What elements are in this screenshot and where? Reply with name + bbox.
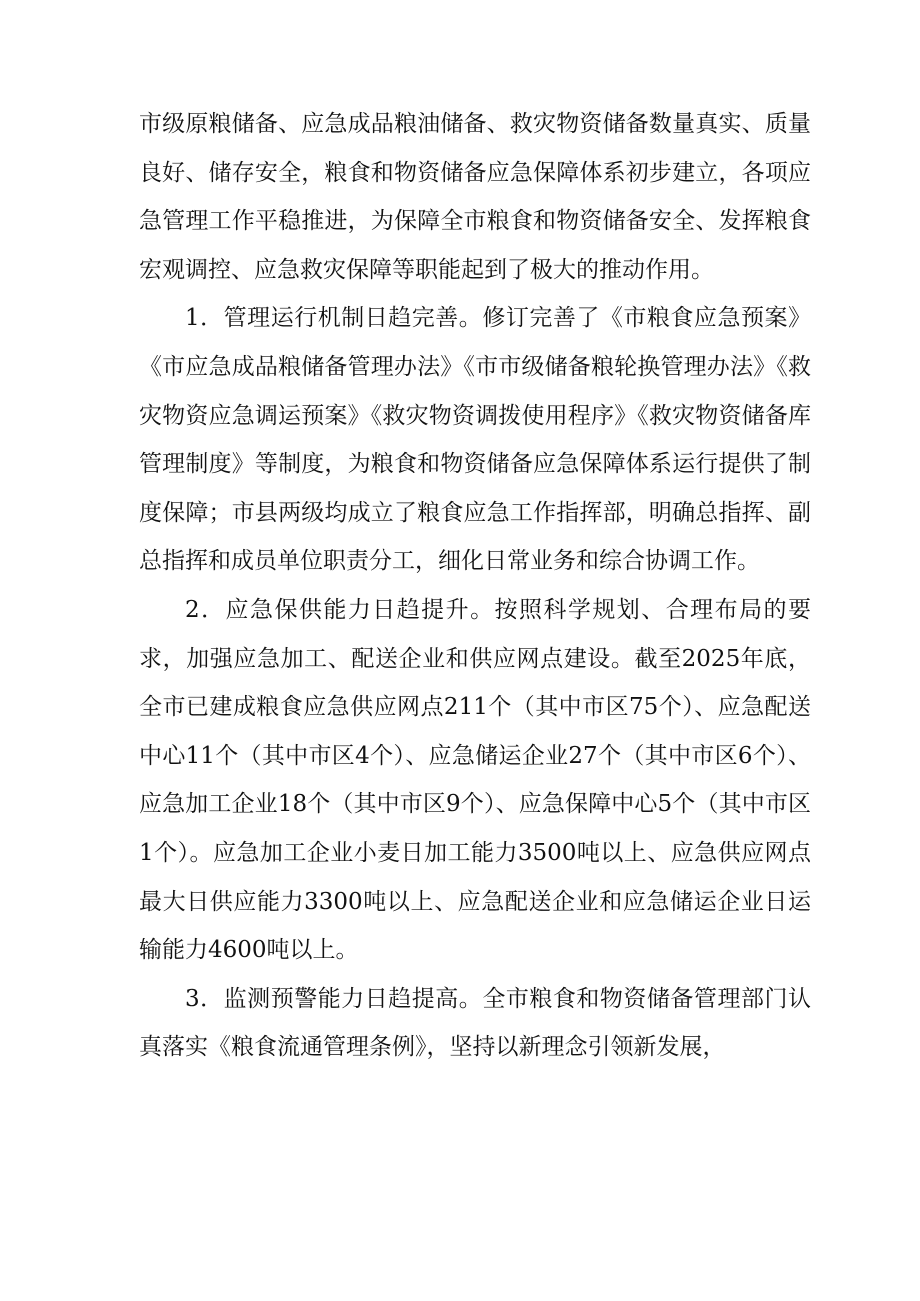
paragraph-continuation: 市级原粮储备、应急成品粮油储备、救灾物资储备数量真实、质量良好、储存安全，粮食和物资储备应急保障体系初步建立，各项应急管理工作平稳推进，为保障全市粮食和物资储备安全、发挥粮食宏观调控、应急救灾保障等职能起到了极大的推动作用。 — [139, 111, 811, 283]
paragraph-management-mechanism: 1．管理运行机制日趋完善。修订完善了《市粮食应急预案》《市应急成品粮储备管理办法》《市市级储备粮轮换管理办法》《救灾物资应急调运预案》《救灾物资调拨使用程序》《救灾物资储备库管理制度》等制度，为粮食和物资储备应急保障体系运行提供了制度保障；市县两级均成立了粮食应急工作指挥部，明确总指挥、副总指挥和成员单位职责分工，细化日常业务和综合协调工作。 — [139, 305, 811, 575]
document-body — [139, 100, 811, 1072]
paragraph-monitoring-warning: 3．监测预警能力日趋提高。全市粮食和物资储备管理部门认真落实《粮食流通管理条例》，坚持以新理念引领新发展， — [139, 985, 811, 1061]
paragraph-emergency-supply: 2．应急保供能力日趋提升。按照科学规划、合理布局的要求，加强应急加工、配送企业和供应网点建设。截至2025年底，全市已建成粮食应急供应网点211个（其中市区75个）、应急配送中心11个（其中市区4个）、应急储运企业27个（其中市区6个）、应急加工企业18个（其中市区9个）、应急保障中心5个（其中市区1个）。应急加工企业小麦日加工能力3500吨以上、应急供应网点最大日供应能力3300吨以上、应急配送企业和应急储运企业日运输能力4600吨以上。 — [139, 596, 811, 964]
